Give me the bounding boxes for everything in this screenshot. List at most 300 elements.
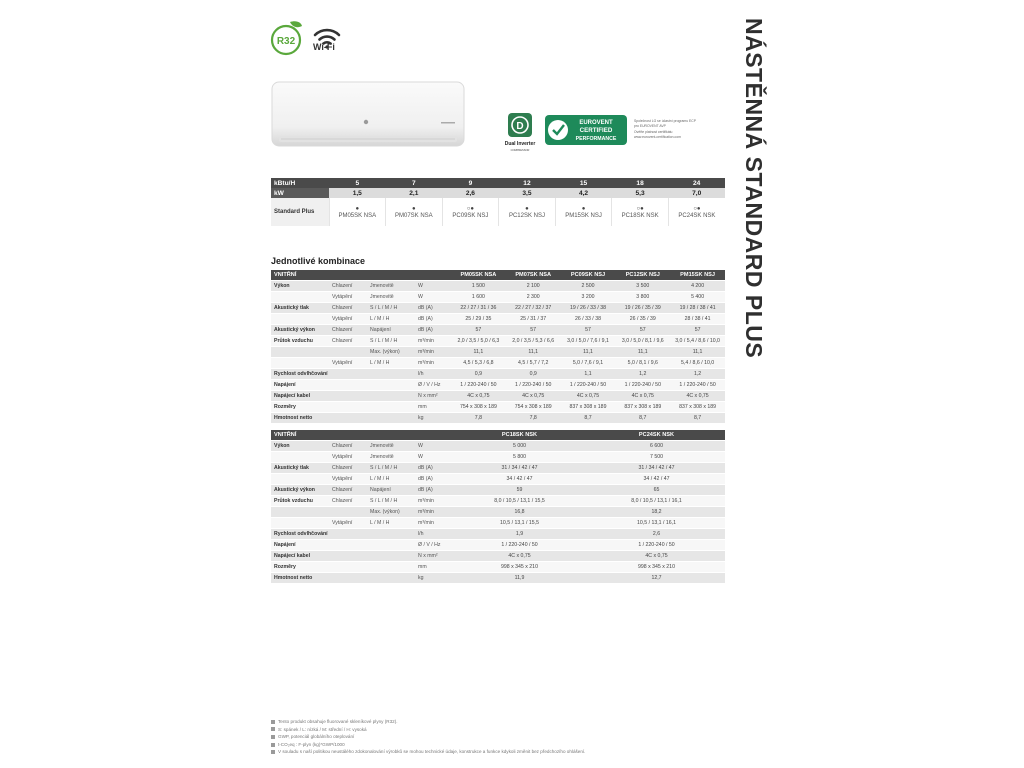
row-group: Hmotnost netto [271,413,329,424]
kw-cell: 7,0 [668,188,725,198]
value-cell: 19 / 26 / 33 / 38 [561,303,616,314]
spec-row [271,463,725,474]
unit-dots-icon: ● [581,206,586,212]
value-cell: 2,0 / 3,5 / 5,0 / 6,3 [451,336,506,347]
row-group: Napájecí kabel [271,551,329,562]
value-cell: 16,8 [451,507,588,518]
row-unit: dB (A) [415,474,451,485]
row-unit: dB (A) [415,303,451,314]
value-cell: 1 / 220-240 / 50 [588,540,725,551]
value-cell: 5 000 [451,441,588,452]
row-param: Jmenovitě [367,292,415,303]
row-group: Výkon [271,441,329,452]
value-cell: 11,1 [670,347,725,358]
model-header: PC12SK NSJ [615,270,670,281]
kbtu-cell: 7 [386,178,443,188]
row-unit: mm [415,402,451,413]
cert-line: Společnost LG se účastní programu ECP [634,119,697,123]
value-cell: 5,0 / 7,6 / 9,1 [561,358,616,369]
row-group: Rozměry [271,562,329,573]
unit-dots-icon: ○● [466,206,475,212]
kw-cell: 3,5 [499,188,556,198]
value-cell: 57 [670,325,725,336]
row-unit: m³/min [415,347,451,358]
value-cell: 19 / 26 / 35 / 39 [615,303,670,314]
value-cell: 57 [561,325,616,336]
row-mode [329,413,367,424]
value-cell: 1,2 [670,369,725,380]
row-group [271,347,329,358]
row-group: Výkon [271,281,329,292]
kw-cell: 2,1 [386,188,443,198]
value-cell: 4C x 0,75 [615,391,670,402]
kbtu-cell: 15 [555,178,612,188]
row-mode: Vytápění [329,474,367,485]
row-mode: Vytápění [329,518,367,529]
page-title: NÁSTĚNNÁ STANDARD PLUS [741,18,767,359]
row-mode [329,347,367,358]
row-param: L / M / H [367,518,415,529]
kw-cell: 2,6 [442,188,499,198]
model-name: PM05SK NSA [338,213,377,219]
section-title: Jednotlivé kombinace [271,256,366,266]
footnote-text: GWP, potenciál globálního oteplování [278,734,355,740]
row-unit: W [415,452,451,463]
value-cell: 34 / 42 / 47 [588,474,725,485]
spec-row [271,551,725,562]
row-mode: Chlazení [329,441,367,452]
row-group [271,314,329,325]
value-cell: 12,7 [588,573,725,584]
value-cell: 10,5 / 13,1 / 15,5 [451,518,588,529]
spec-row [271,281,725,292]
row-param [367,391,415,402]
value-cell: 837 x 308 x 189 [670,402,725,413]
row-mode: Chlazení [329,463,367,474]
dual-inverter-text: Dual Inverter [504,141,536,147]
row-param: Max. (výkon) [367,347,415,358]
row-param [367,573,415,584]
value-cell: 1 / 220-240 / 50 [670,380,725,391]
spec-table-2 [271,430,725,584]
value-cell: 11,1 [506,347,561,358]
cert-line: www.eurovent-certification.com [634,135,681,140]
model-header: PM15SK NSJ [670,270,725,281]
row-mode: Vytápění [329,358,367,369]
row-param: Jmenovitě [367,452,415,463]
kbtu-cell: 12 [499,178,556,188]
spec-row [271,485,725,496]
value-cell: 4C x 0,75 [561,391,616,402]
kw-row [271,188,725,198]
value-cell: 26 / 33 / 38 [561,314,616,325]
footnote [271,726,731,734]
standard-plus-label: Standard Plus [271,198,329,226]
value-cell: 6 600 [588,441,725,452]
spec-row [271,336,725,347]
value-cell: 998 x 345 x 210 [588,562,725,573]
row-group: Akustický tlak [271,463,329,474]
value-cell: 1 / 220-240 / 50 [615,380,670,391]
spec-row [271,518,725,529]
row-mode: Chlazení [329,485,367,496]
dual-inverter-subtext: COMPRESSOR [510,149,530,152]
value-cell: 25 / 29 / 35 [451,314,506,325]
row-unit: W [415,441,451,452]
value-cell: 19 / 28 / 38 / 41 [670,303,725,314]
spec-row [271,452,725,463]
row-param: S / L / M / H [367,463,415,474]
row-param [367,402,415,413]
value-cell: 2,0 / 3,5 / 5,3 / 6,6 [506,336,561,347]
value-cell: 4,5 / 5,3 / 6,8 [451,358,506,369]
row-param: L / M / H [367,358,415,369]
row-param: L / M / H [367,474,415,485]
model-name: PC09SK NSJ [452,213,489,219]
spec-row [271,474,725,485]
cert-line: Ověřte platnost certifikátu [634,129,673,134]
model-header: PM07SK NSA [506,270,561,281]
row-mode [329,529,367,540]
footnote-text: t-CO₂eq : F-plyn (kg)*GWP/1000 [278,741,345,747]
row-unit: dB (A) [415,314,451,325]
row-param: S / L / M / H [367,303,415,314]
value-cell: 0,9 [451,369,506,380]
value-cell: 1 / 220-240 / 50 [451,380,506,391]
dual-inverter-logo [503,112,537,154]
row-unit: Ø / V / Hz [415,540,451,551]
row-unit: m³/min [415,336,451,347]
value-cell: 31 / 34 / 42 / 47 [451,463,588,474]
eurovent-text-2: CERTIFIED [579,127,613,134]
row-mode: Chlazení [329,325,367,336]
value-cell: 8,0 / 10,5 / 13,1 / 16,1 [588,496,725,507]
value-cell: 10,5 / 13,1 / 16,1 [588,518,725,529]
spec-row [271,507,725,518]
svg-text:D: D [516,121,524,132]
r32-leaf-icon [270,18,304,60]
value-cell: 4C x 0,75 [588,551,725,562]
footnote-text: V souladu s naší politikou neustálého zdokonalování výrobků se mohou technické údaje, konstrukce a funkce kdykoli změnit bez předchozího ohlášení. [278,749,586,755]
unit-dots-icon: ○● [693,206,701,212]
spec-row [271,380,725,391]
row-mode: Chlazení [329,496,367,507]
row-group: Napájecí kabel [271,391,329,402]
row-mode: Chlazení [329,336,367,347]
spec-row [271,573,725,584]
value-cell: 998 x 345 x 210 [451,562,588,573]
row-mode: Chlazení [329,303,367,314]
row-unit: Ø / V / Hz [415,380,451,391]
row-unit: kg [415,413,451,424]
footnote-text: S: spánek / L: nízká / M: střední / H: vysoká [278,726,367,732]
value-cell: 28 / 38 / 41 [670,314,725,325]
row-group: Hmotnost netto [271,573,329,584]
row-group: Rozměry [271,402,329,413]
row-param: Napájení [367,325,415,336]
value-cell: 0,9 [506,369,561,380]
value-cell: 4 200 [670,281,725,292]
model-header: PM05SK NSA [451,270,506,281]
row-unit: m³/min [415,358,451,369]
eurovent-text-1: EUROVENT [579,120,613,126]
standard-plus-row [271,198,725,226]
kw-cell: 5,3 [612,188,669,198]
row-unit: kg [415,573,451,584]
value-cell: 7,8 [451,413,506,424]
value-cell: 18,2 [588,507,725,518]
value-cell: 1 500 [451,281,506,292]
row-mode [329,507,367,518]
model-header: PC09SK NSJ [561,270,616,281]
row-group [271,292,329,303]
value-cell: 65 [588,485,725,496]
bullet-icon [271,720,275,724]
value-cell: 754 x 308 x 189 [451,402,506,413]
row-param [367,369,415,380]
row-group [271,518,329,529]
row-param [367,540,415,551]
spec-row [271,529,725,540]
value-cell: 5,0 / 8,1 / 9,6 [615,358,670,369]
model-name: PM15SK NSJ [565,213,602,219]
value-cell: 2 100 [506,281,561,292]
spec-row [271,496,725,507]
row-mode [329,540,367,551]
value-cell: 57 [615,325,670,336]
value-cell: 1 / 220-240 / 50 [451,540,588,551]
row-group: Napájení [271,380,329,391]
value-cell: 8,7 [561,413,616,424]
value-cell: 11,1 [615,347,670,358]
value-cell: 57 [451,325,506,336]
row-group: Akustický tlak [271,303,329,314]
value-cell: 31 / 34 / 42 / 47 [588,463,725,474]
spec-row [271,314,725,325]
row-mode: Vytápění [329,314,367,325]
row-unit: dB (A) [415,485,451,496]
value-cell: 1,1 [561,369,616,380]
value-cell: 5 400 [670,292,725,303]
row-mode [329,380,367,391]
footnote [271,733,731,741]
row-unit: m³/min [415,496,451,507]
row-group: Napájení [271,540,329,551]
row-unit: dB (A) [415,463,451,474]
model-header: PC18SK NSK [451,430,588,441]
model-name: PC24SK NSK [678,213,716,219]
row-mode: Vytápění [329,292,367,303]
row-param: S / L / M / H [367,336,415,347]
value-cell: 2 300 [506,292,561,303]
kw-cell: 1,5 [329,188,386,198]
spec-row [271,292,725,303]
bullet-icon [271,735,275,739]
row-unit: dB (A) [415,325,451,336]
value-cell: 8,0 / 10,5 / 13,1 / 15,5 [451,496,588,507]
r32-label: R32 [276,36,296,47]
spec-header-label: VNITŘNÍ [271,430,451,441]
value-cell: 837 x 308 x 189 [615,402,670,413]
eurovent-text-3: PERFORMANCE [575,136,617,142]
value-cell: 754 x 308 x 189 [506,402,561,413]
value-cell: 7,8 [506,413,561,424]
spec-row [271,441,725,452]
kbtu-row [271,178,725,188]
spec-table-1 [271,270,725,424]
kbtu-cell: 5 [329,178,386,188]
row-group: Rychlost odvlhčování [271,529,329,540]
row-group [271,452,329,463]
value-cell: 8,7 [615,413,670,424]
row-unit: m³/min [415,507,451,518]
spec-row [271,391,725,402]
value-cell: 34 / 42 / 47 [451,474,588,485]
kbtu-cell: 9 [442,178,499,188]
spec-row [271,369,725,380]
spec-row [271,358,725,369]
value-cell: 2 500 [561,281,616,292]
value-cell: 59 [451,485,588,496]
spec-row [271,303,725,314]
row-group [271,358,329,369]
unit-dots-icon: ● [355,206,360,212]
wifi-label: Wi-Fi [313,42,335,52]
value-cell: 3,0 / 5,0 / 7,6 / 9,1 [561,336,616,347]
spec-header-row [271,430,725,441]
row-param: L / M / H [367,314,415,325]
kw-cell: 4,2 [555,188,612,198]
row-param: Max. (výkon) [367,507,415,518]
spec-row [271,413,725,424]
value-cell: 3 800 [615,292,670,303]
row-mode [329,551,367,562]
value-cell: 4C x 0,75 [451,551,588,562]
row-unit: W [415,292,451,303]
value-cell: 11,1 [561,347,616,358]
air-conditioner-image [271,80,465,152]
spec-row [271,325,725,336]
spec-header-row [271,270,725,281]
value-cell: 4C x 0,75 [506,391,561,402]
footnote [271,741,731,749]
unit-dots-icon: ● [412,206,416,212]
row-mode: Vytápění [329,452,367,463]
footnotes [271,718,731,756]
value-cell: 1 600 [451,292,506,303]
bullet-icon [271,750,275,754]
row-mode [329,573,367,584]
capacity-table [271,178,725,226]
bullet-icon [271,743,275,747]
row-param: S / L / M / H [367,496,415,507]
value-cell: 57 [506,325,561,336]
row-param: Jmenovitě [367,441,415,452]
value-cell: 4C x 0,75 [451,391,506,402]
row-group [271,474,329,485]
value-cell: 1 / 220-240 / 50 [506,380,561,391]
certification-note [634,119,726,141]
row-unit: mm [415,562,451,573]
value-cell: 1,2 [615,369,670,380]
value-cell: 25 / 31 / 37 [506,314,561,325]
value-cell: 5 800 [451,452,588,463]
spec-row [271,402,725,413]
eurovent-certified-logo [545,115,627,145]
value-cell: 7 500 [588,452,725,463]
row-unit: l/h [415,529,451,540]
value-cell: 11,9 [451,573,588,584]
model-header: PC24SK NSK [588,430,725,441]
value-cell: 3 500 [615,281,670,292]
row-unit: W [415,281,451,292]
model-name: PM07SK NSA [395,213,433,219]
value-cell: 4,5 / 5,7 / 7,2 [506,358,561,369]
unit-dots-icon: ● [525,206,529,212]
spec-row [271,540,725,551]
row-param [367,413,415,424]
footnote-text: Tento produkt obsahuje fluorované skleníkové plyny (R32). [278,719,398,724]
row-param [367,551,415,562]
unit-dots-icon: ○● [636,206,644,212]
row-group: Rychlost odvlhčování [271,369,329,380]
row-group: Akustický výkon [271,485,329,496]
footnote [271,748,731,756]
row-group: Akustický výkon [271,325,329,336]
row-mode [329,391,367,402]
model-name: PC12SK NSJ [508,213,545,219]
value-cell: 8,7 [670,413,725,424]
footnote [271,718,731,726]
row-param [367,562,415,573]
value-cell: 26 / 35 / 39 [615,314,670,325]
row-group: Průtok vzduchu [271,336,329,347]
row-param: Jmenovitě [367,281,415,292]
model-name: PC18SK NSK [621,213,659,219]
row-group [271,507,329,518]
cert-line: pro EUROVENT AVP [634,124,666,129]
kw-label: kW [271,188,329,198]
row-mode: Chlazení [329,281,367,292]
row-mode [329,562,367,573]
row-group: Průtok vzduchu [271,496,329,507]
row-param [367,529,415,540]
kbtu-label: kBtu/H [271,178,329,188]
value-cell: 3,0 / 5,4 / 8,6 / 10,0 [670,336,725,347]
spec-header-label: VNITŘNÍ [271,270,451,281]
page-title-vertical [735,18,767,359]
kbtu-cell: 18 [612,178,669,188]
bullet-icon [271,727,275,731]
value-cell: 837 x 308 x 189 [561,402,616,413]
row-unit: m³/min [415,518,451,529]
value-cell: 22 / 27 / 32 / 37 [506,303,561,314]
kbtu-cell: 24 [668,178,725,188]
row-mode [329,369,367,380]
row-unit: N x mm² [415,391,451,402]
value-cell: 4C x 0,75 [670,391,725,402]
row-unit: l/h [415,369,451,380]
value-cell: 3 200 [561,292,616,303]
row-unit: N x mm² [415,551,451,562]
value-cell: 2,6 [588,529,725,540]
value-cell: 1,9 [451,529,588,540]
row-param: Napájení [367,485,415,496]
row-mode [329,402,367,413]
spec-row [271,347,725,358]
spec-row [271,562,725,573]
value-cell: 5,4 / 8,6 / 10,0 [670,358,725,369]
